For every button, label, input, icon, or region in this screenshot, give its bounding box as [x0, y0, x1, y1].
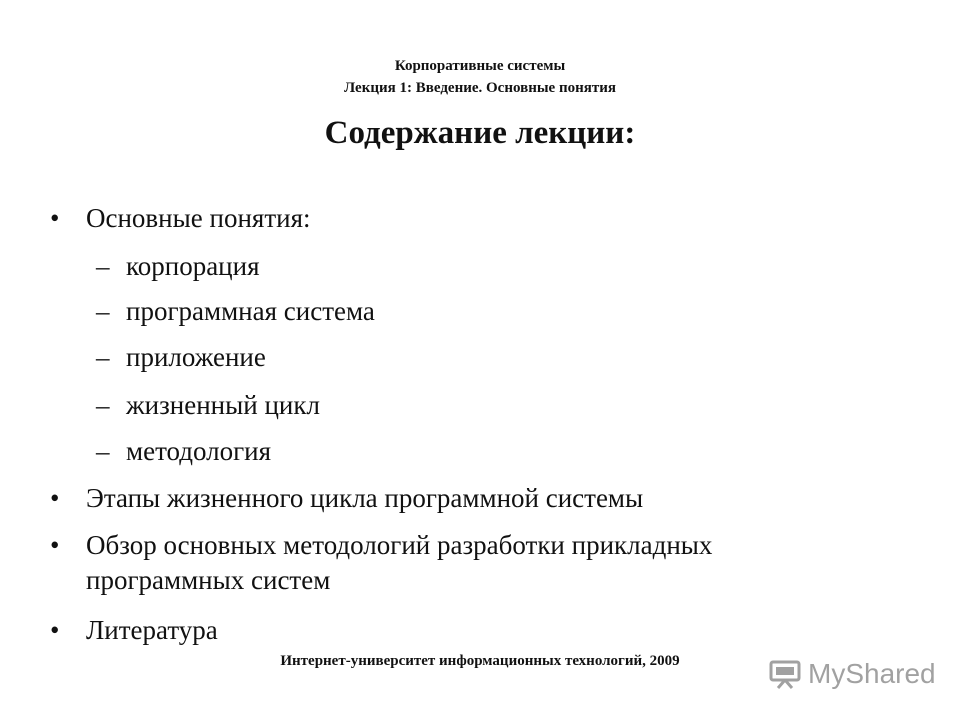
- bullet-item: Обзор основных методологий разработки прикладных программных систем: [86, 530, 713, 595]
- footer-text: Интернет-университет информационных технологий, 2009: [280, 653, 680, 669]
- watermark-text: MyShared: [808, 658, 936, 689]
- bullet-marker: •: [50, 483, 60, 513]
- dash-marker: –: [96, 342, 110, 372]
- course-title: Корпоративные системы: [394, 58, 566, 74]
- page-title: Содержание лекции:: [324, 115, 636, 151]
- lecture-title: Лекция 1: Введение. Основные понятия: [343, 80, 616, 96]
- sub-item: программная система: [126, 296, 375, 326]
- bullet-marker: •: [50, 203, 60, 233]
- bullet-item: Этапы жизненного цикла программной системы: [86, 483, 644, 513]
- bullet-marker: •: [50, 615, 60, 645]
- sub-item: приложение: [126, 342, 266, 372]
- sub-item: жизненный цикл: [126, 390, 320, 420]
- dash-marker: –: [96, 390, 110, 420]
- dash-marker: –: [96, 251, 110, 281]
- presentation-icon: [768, 657, 802, 691]
- sub-item: корпорация: [126, 251, 260, 281]
- bullet-item: Основные понятия:: [86, 203, 311, 233]
- watermark: [768, 652, 936, 696]
- bullet-marker: •: [50, 530, 60, 560]
- dash-marker: –: [96, 436, 110, 466]
- sub-item: методология: [126, 436, 272, 466]
- bullet-item: Литература: [86, 615, 218, 645]
- dash-marker: –: [96, 296, 110, 326]
